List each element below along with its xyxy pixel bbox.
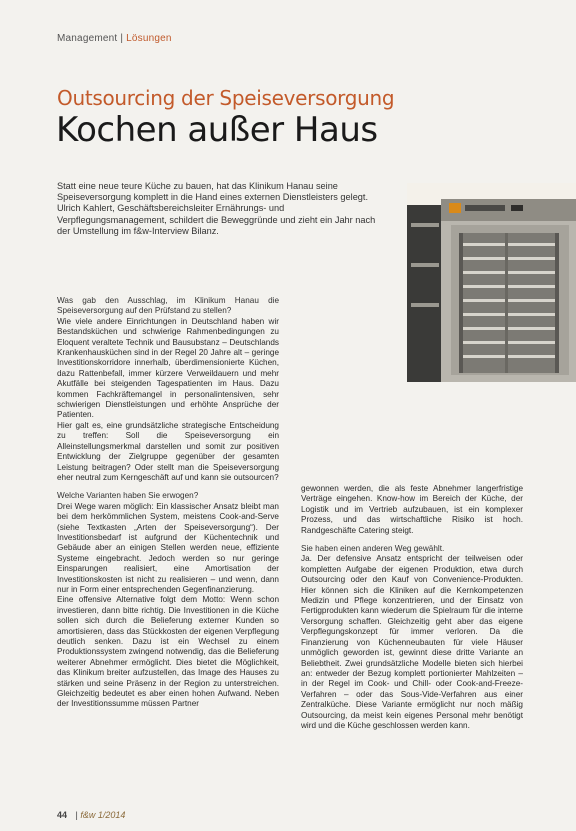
article-lead: Statt eine neue teure Küche zu bauen, hat das Klinikum Hanau seine Speiseversorgung komplett in die Hand eines externen Dienstleisters gelegt. Ulrich Kahlert, Geschäftsbereichsleiter Ernährungs- und Verpflegungsmanagement, schildert die Beweggründe und zieht ein Jahr nach der Umstellung im f&w-Interview Bilanz.: [57, 181, 376, 236]
page-footer: [57, 810, 125, 820]
combi-steamer-illustration: [407, 183, 576, 382]
interview-answer: Wie viele andere Einrichtungen in Deutschland haben wir Bestandsküchen und schwierige Rahmenbedingungen zu Eloquent veraltete Technik und Bausubstanz – Deutschlands Krankenhausküchen sind in der Regel 20 Jahre alt – geringe Investitionskorridore innerhalb, überdimensionierte Küchen, dazu Rattenbefall, immer kürzere Verweildauern und mehr Akutfälle bei steigenden Tagespatienten im Haus. Dazu kommen Fachkräftemangel in personalintensiven, sehr schwierigen Dienstleistungen und erhöhte Ansprüche der Patienten.: [57, 316, 279, 420]
article-column-left: [57, 296, 279, 710]
page-number: 44: [57, 810, 68, 820]
article-kicker: Outsourcing der Speiseversorgung: [57, 86, 395, 110]
interview-answer: Drei Wege waren möglich: Ein klassischer Ansatz bleibt man bei dem herkömmlichen System, meistens Cook-and-Serve (siehe Textkasten „Arten der Speiseversorgung“). Der Investitionsbedarf ist aufgrund der Küchentechnik und Gebäude aber an einigen Stellen werden neue, effiziente Systeme eingebracht. Jedoch werden so nur geringe Einsparungen realisiert, eine Amortisation der Investitionskosten ist nicht zu realisieren – und wenn, dann nur in Form einer entsprechenden Gegenfinanzierung.: [57, 501, 279, 594]
interview-answer: Ja. Der defensive Ansatz entspricht der teilweisen oder kompletten Aufgabe der eigenen Produktion, etwa durch Outsourcing oder den Kauf von Convenience-Produkten. Hier können sich die Kliniken auf die Kernkompetenzen Medizin und Pflege konzentrieren, und der Einsatz von Fertigprodukten kann wiederum die Spielraum für die interne Versorgung schaffen. Gleichzeitig geht aber das eigene Verpflegungskonzept für immer verloren. Da die Finanzierung von Küchenneubauten für viele Häuser unmöglich geworden ist, gewinnt diese dritte Variante an Beliebtheit. Zwei grundsätzliche Modelle bieten sich hierbei an: entweder der Bezug komplett portionierter Mahlzeiten – in der Regel im Cook- und Chill- oder Cook-and-Freeze-Verfahren – oder das Sous-Vide-Verfahren aus einer Zentralküche. Diese Variante ermöglicht nur noch mäßig Outsourcing, da meist kein eigenes Personal mehr benötigt wird und die Küche geschlossen werden kann.: [301, 554, 523, 730]
interview-answer: gewonnen werden, die als feste Abnehmer langerfristige Verträge eingehen. Know-how im Bereich der Küche, der Logistik und im Vertrieb aufzubauen, ist ein komplexer Prozess, und das wirtschaftliche Risiko ist hoch. Randgeschäfte Catering steigt.: [301, 484, 523, 535]
section-label: [57, 33, 172, 44]
magazine-name: f&w 1/2014: [80, 810, 126, 820]
subsection-name: Lösungen: [126, 33, 172, 44]
article-column-right: [301, 484, 523, 731]
article-title: Kochen außer Haus: [56, 110, 378, 150]
footer-separator: |: [75, 810, 78, 820]
section-separator: |: [120, 33, 124, 44]
interview-answer: Eine offensive Alternative folgt dem Motto: Wenn schon investieren, dann bitte richtig. Die Investitionen in die Küche sollen sich durch die Belieferung externer Kunden so amortisieren, dass das Stückkosten der eigenen Verpflegung deutlich senken. Dazu ist ein Wechsel zu einem Produktionssystem zwingend notwendig, das die Belieferung weiterer Abnehmer ermöglicht. Dies bietet die Möglichkeit, das Klinikum breiter aufzustellen, das Image des Hauses zu stärken und seine Präsenz in der Region zu unterstreichen. Gleichzeitig bedeutet es aber einen hohen Aufwand. Neben der Investitionssumme müssen Partner: [57, 595, 279, 709]
kitchen-photo: [407, 183, 576, 382]
interview-question: Welche Varianten haben Sie erwogen?: [57, 491, 199, 501]
interview-answer: Hier galt es, eine grundsätzliche strategische Entscheidung zu treffen: Soll die Speiseversorgung ein Alleinstellungsmerkmal darstellen und somit zur positiven Entwicklung der Zielgruppe gegenüber der gesamten Leistung beitragen? Oder stellt man die Speiseversorgung eher neutral zum Kerngeschäft auf und kann sie outsourcen?: [57, 420, 279, 482]
interview-question: Was gab den Ausschlag, im Klinikum Hanau die Speiseversorgung auf den Prüfstand zu stellen?: [57, 296, 279, 316]
section-name: Management: [57, 33, 118, 44]
interview-question: Sie haben einen anderen Weg gewählt.: [301, 544, 445, 554]
